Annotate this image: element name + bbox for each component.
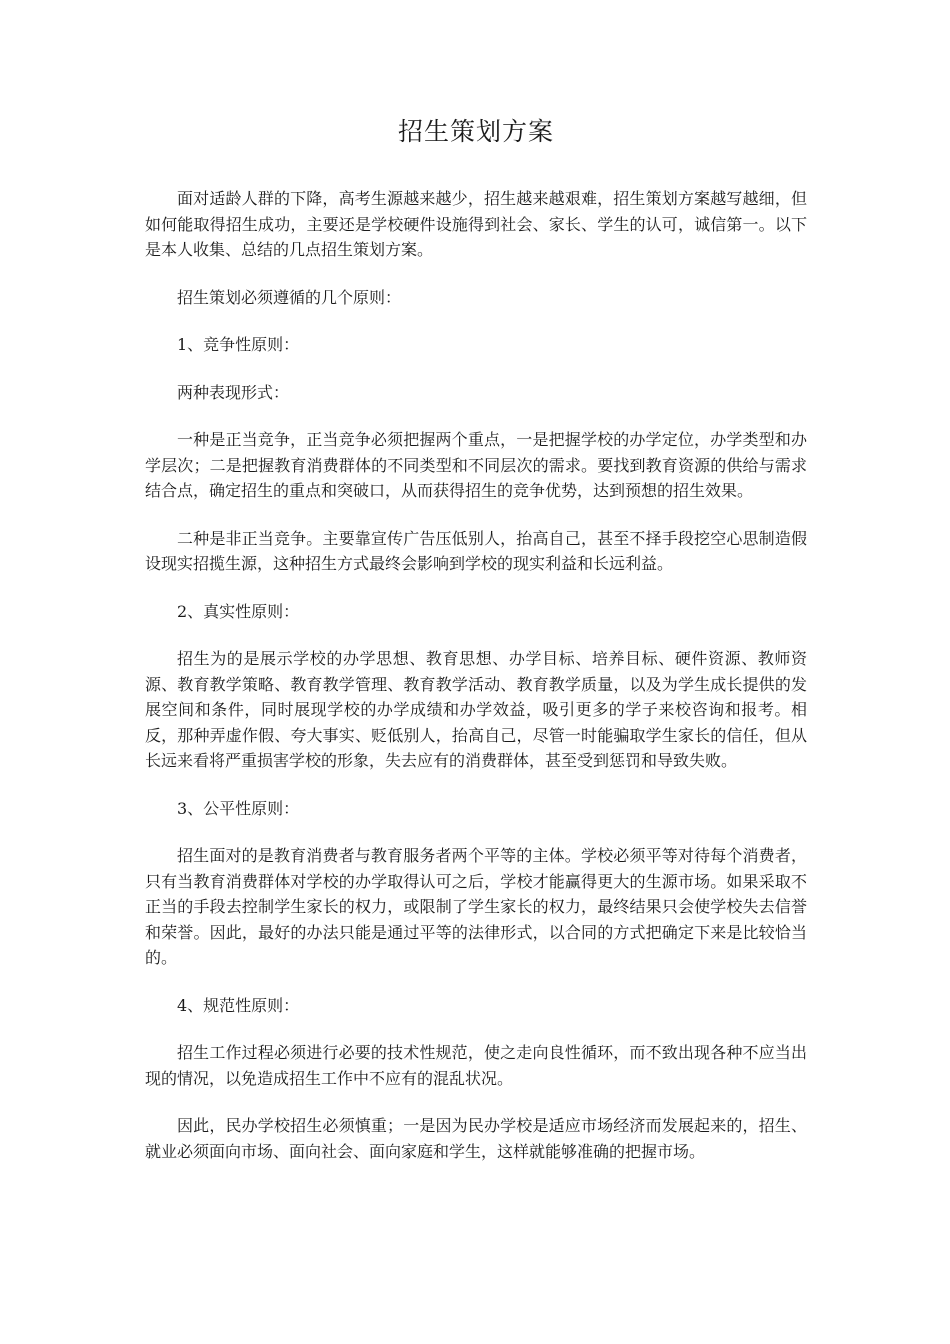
paragraph-fairness-heading: 3、公平性原则：	[177, 798, 300, 818]
paragraph-fairness-body: 招生面对的是教育消费者与教育服务者两个平等的主体。学校必须平等对待每个消费者，只有当教育消费群体对学校的办学取得认可之后，学校才能赢得更大的生源市场。如果采取不正当的手段去控制学生家长的权力，或限制了学生家长的权力，最终结果只会使学校失去信誉和荣誉。因此，最好的办法只能是通过平等的法律形式，以合同的方式把确定下来是比较恰当的。	[145, 846, 807, 967]
paragraph-competition-heading: 1、竞争性原则：	[177, 335, 300, 354]
paragraph-principles-heading: 招生策划必须遵循的几个原则：	[177, 287, 402, 307]
document-body	[145, 186, 807, 1186]
paragraph-intro: 面对适龄人群的下降，高考生源越来越少，招生越来越艰难，招生策划方案越写越细，但如何能取得招生成功，主要还是学校硬件设施得到社会、家长、学生的认可，诚信第一。以下是本人收集、总结的几点招生策划方案。	[145, 189, 807, 259]
paragraph-truth-body: 招生为的是展示学校的办学思想、教育思想、办学目标、培养目标、硬件资源、教师资源、教育教学策略、教育教学管理、教育教学活动、教育教学质量，以及为学生成长提供的发展空间和条件，同时展现学校的办学成绩和办学效益，吸引更多的学子来校咨询和报考。相反，那种弄虚作假、夸大事实、贬低别人，抬高自己，尽管一时能骗取学生家长的信任，但从长远来看将严重损害学校的形象，失去应有的消费群体，甚至受到惩罚和导致失败。	[145, 649, 807, 770]
paragraph-conclusion: 因此，民办学校招生必须慎重；一是因为民办学校是适应市场经济而发展起来的，招生、就业必须面向市场、面向社会、面向家庭和学生，这样就能够准确的把握市场。	[145, 1116, 807, 1161]
paragraph-fair-competition: 一种是正当竞争，正当竞争必须把握两个重点，一是把握学校的办学定位，办学类型和办学层次；二是把握教育消费群体的不同类型和不同层次的需求。要找到教育资源的供给与需求结合点，确定招生的重点和突破口，从而获得招生的竞争优势，达到预想的招生效果。	[145, 430, 807, 500]
paragraph-norms-heading: 4、规范性原则：	[177, 995, 300, 1015]
paragraph-truth-heading: 2、真实性原则：	[177, 601, 300, 621]
paragraph-two-forms: 两种表现形式：	[177, 382, 290, 402]
document-title: 招生策划方案	[397, 117, 554, 146]
paragraph-norms-body: 招生工作过程必须进行必要的技术性规范，使之走向良性循环，而不致出现各种不应当出现的情况，以免造成招生工作中不应有的混乱状况。	[145, 1043, 807, 1088]
paragraph-unfair-competition: 二种是非正当竞争。主要靠宣传广告压低别人，抬高自己，甚至不择手段挖空心思制造假设现实招揽生源，这种招生方式最终会影响到学校的现实利益和长远利益。	[145, 528, 807, 573]
